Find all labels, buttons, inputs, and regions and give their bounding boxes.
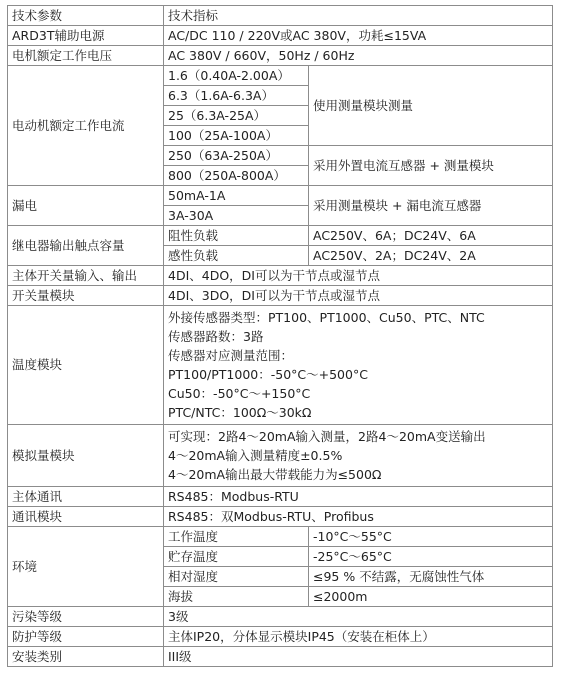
table-row — [8, 306, 553, 425]
current-note-internal: 使用测量模块测量 — [309, 66, 553, 146]
table-row — [8, 487, 553, 507]
main-io-value: 4DI、4DO，DI可以为干节点或湿节点 — [164, 266, 553, 286]
protection-value: 主体IP20，分体显示模块IP45（安装在柜体上） — [164, 627, 553, 647]
table-row — [8, 527, 553, 547]
environment-value: ≤2000m — [309, 587, 553, 607]
temperature-label: 温度模块 — [8, 306, 164, 425]
relay-load: 感性负载 — [164, 246, 309, 266]
leakage-range: 3A-30A — [164, 206, 309, 226]
current-range: 250（63A-250A） — [164, 146, 309, 166]
aux-power-value: AC/DC 110 / 220V或AC 380V，功耗≤15VA — [164, 26, 553, 46]
analog-label: 模拟量模块 — [8, 425, 164, 487]
aux-power-label: ARD3T辅助电源 — [8, 26, 164, 46]
analog-line: 可实现：2路4～20mA输入测量，2路4～20mA变送输出 — [168, 429, 486, 444]
temperature-line: 传感器对应测量范围： — [168, 348, 294, 363]
current-range: 800（250A-800A） — [164, 166, 309, 186]
table-row — [8, 607, 553, 627]
analog-line: 4～20mA输入测量精度±0.5% — [168, 448, 343, 463]
main-io-label: 主体开关量输入、输出 — [8, 266, 164, 286]
environment-value: -10°C～55°C — [309, 527, 553, 547]
spec-table — [7, 5, 553, 667]
temperature-line: Cu50：-50°C～+150°C — [168, 386, 311, 401]
table-row — [8, 286, 553, 306]
temperature-line: PTC/NTC：100Ω～30kΩ — [168, 405, 312, 420]
relay-value: AC250V、2A；DC24V、2A — [309, 246, 553, 266]
table-row — [8, 647, 553, 667]
protection-label: 防护等级 — [8, 627, 164, 647]
table-row — [8, 226, 553, 246]
pollution-label: 污染等级 — [8, 607, 164, 627]
table-row — [8, 425, 553, 487]
main-comm-value: RS485：Modbus-RTU — [164, 487, 553, 507]
comm-module-value: RS485：双Modbus-RTU、Profibus — [164, 507, 553, 527]
table-row — [8, 46, 553, 66]
current-range: 25（6.3A-25A） — [164, 106, 309, 126]
temperature-value — [164, 306, 553, 425]
current-range: 6.3（1.6A-6.3A） — [164, 86, 309, 106]
pollution-value: 3级 — [164, 607, 553, 627]
rated-voltage-value: AC 380V / 660V，50Hz / 60Hz — [164, 46, 553, 66]
current-range: 100（25A-100A） — [164, 126, 309, 146]
table-row — [8, 266, 553, 286]
rated-current-label: 电动机额定工作电流 — [8, 66, 164, 186]
relay-load: 阻性负载 — [164, 226, 309, 246]
header-spec: 技术指标 — [164, 6, 553, 26]
leakage-range: 50mA-1A — [164, 186, 309, 206]
table-row — [8, 627, 553, 647]
comm-module-label: 通讯模块 — [8, 507, 164, 527]
table-row — [8, 26, 553, 46]
environment-item: 海拔 — [164, 587, 309, 607]
current-range: 1.6（0.40A-2.00A） — [164, 66, 309, 86]
analog-value — [164, 425, 553, 487]
io-module-value: 4DI、3DO，DI可以为干节点或湿节点 — [164, 286, 553, 306]
environment-label: 环境 — [8, 527, 164, 607]
table-row — [8, 186, 553, 206]
table-row — [8, 507, 553, 527]
relay-label: 继电器输出触点容量 — [8, 226, 164, 266]
environment-item: 工作温度 — [164, 527, 309, 547]
environment-item: 相对湿度 — [164, 567, 309, 587]
table-row — [8, 6, 553, 26]
current-note-external: 采用外置电流互感器 + 测量模块 — [309, 146, 553, 186]
temperature-line: 外接传感器类型：PT100、PT1000、Cu50、PTC、NTC — [168, 310, 485, 325]
header-param: 技术参数 — [8, 6, 164, 26]
leakage-note: 采用测量模块 + 漏电流互感器 — [309, 186, 553, 226]
analog-line: 4～20mA输出最大带载能力为≤500Ω — [168, 467, 382, 482]
install-value: III级 — [164, 647, 553, 667]
leakage-label: 漏电 — [8, 186, 164, 226]
install-label: 安装类别 — [8, 647, 164, 667]
rated-voltage-label: 电机额定工作电压 — [8, 46, 164, 66]
table-row — [8, 66, 553, 86]
temperature-line: PT100/PT1000：-50°C～+500°C — [168, 367, 368, 382]
environment-item: 贮存温度 — [164, 547, 309, 567]
temperature-line: 传感器路数：3路 — [168, 329, 264, 344]
main-comm-label: 主体通讯 — [8, 487, 164, 507]
io-module-label: 开关量模块 — [8, 286, 164, 306]
environment-value: -25°C～65°C — [309, 547, 553, 567]
relay-value: AC250V、6A；DC24V、6A — [309, 226, 553, 246]
environment-value: ≤95 % 不结露，无腐蚀性气体 — [309, 567, 553, 587]
